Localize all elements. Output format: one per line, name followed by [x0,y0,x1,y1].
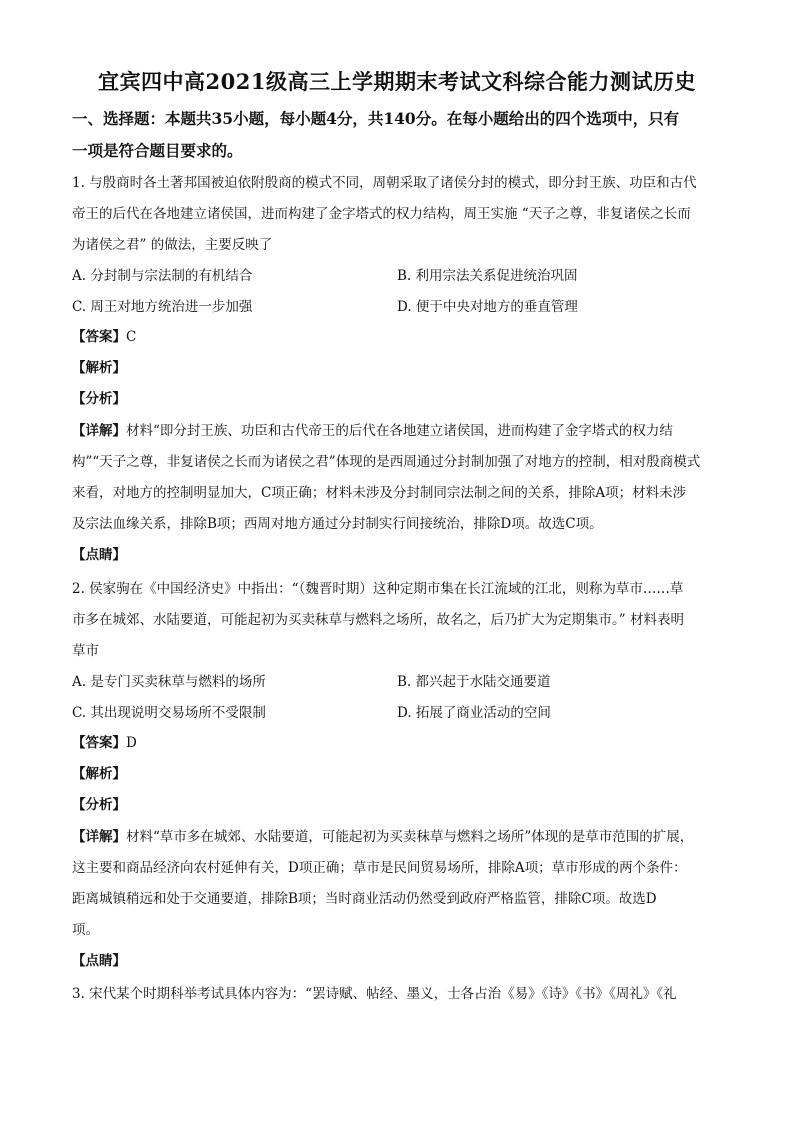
question-1-jiexi [72,357,126,379]
page-title: 宜宾四中高2021级高三上学期期末考试文科综合能力测试历史 [98,69,696,94]
answer-value: C [126,329,137,345]
question-2-jiexi [72,763,126,785]
question-1-detail-line-2: 构”“天子之尊，非复诸侯之长而为诸侯之君”体现的是西周通过分封制加强了对地方的控制，相对殷商模式 [72,454,701,470]
question-1-option-a: A. 分封制与宗法制的有机结合 [72,268,253,284]
question-1-dianjing [72,544,126,566]
question-1-stem-line-3: 为诸侯之君” 的做法，主要反映了 [72,237,273,253]
question-2-detail-line-1 [72,826,732,848]
question-2-detail-line-4: 项。 [72,922,99,938]
question-2-fenxi [72,794,126,816]
question-2-option-c: C. 其出现说明交易场所不受限制 [72,705,266,721]
question-3-stem-line-1: 3. 宋代某个时期科举考试具体内容为：“罢诗赋、帖经、墨义，士各占治《易》《诗》《书》《周礼》《礼 [72,986,677,1002]
question-2-stem-line-2: 市多在城郊、水陆要道，可能起初为买卖秣草与燃料之场所，故名之，后乃扩大为定期集市。” 材料表明 [72,612,684,628]
answer-label: 【答案】 [72,329,126,345]
detail-text: 材料“草市多在城郊、水陆要道，可能起初为买卖秣草与燃料之场所”体现的是草市范围的扩展， [126,829,694,845]
question-2-option-a: A. 是专门买卖秣草与燃料的场所 [72,674,266,690]
question-2-stem-line-1: 2. 侯家驹在《中国经济史》中指出：“（魏晋时期）这种定期市集在长江流域的江北，则称为草市……草 [72,581,684,597]
question-2-stem-line-3: 草市 [72,643,99,659]
answer-value: D [126,735,137,751]
question-1-answer [72,326,136,348]
question-2-detail-line-3: 距离城镇稍远和处于交通要道，排除B项；当时商业活动仍然受到政府严格监管，排除C项。故选D [72,891,657,907]
xiangjie-label: 【详解】 [72,423,126,439]
question-1-option-c: C. 周王对地方统治进一步加强 [72,299,253,315]
question-2-answer [72,732,137,754]
question-2-dianjing [72,950,126,972]
xiangjie-label: 【详解】 [72,829,126,845]
question-2-detail-line-2: 这主要和商品经济向农村延伸有关，D项正确；草市是民间贸易场所，排除A项；草市形成的两个条件： [72,860,687,876]
question-1-option-b: B. 利用宗法关系促进统治巩固 [397,268,578,284]
dianjing-label: 【点睛】 [72,547,126,563]
section-heading-line-2: 一项是符合题目要求的。 [72,141,243,160]
question-2-option-d: D. 拓展了商业活动的空间 [397,705,551,721]
question-2-option-b: B. 都兴起于水陆交通要道 [397,674,551,690]
jiexi-label: 【解析】 [72,766,126,782]
fenxi-label: 【分析】 [72,797,126,813]
answer-label: 【答案】 [72,735,126,751]
section-heading-line-1: 一、选择题：本题共35小题，每小题4分，共140分。在每小题给出的四个选项中，只有 [72,109,680,128]
question-1-stem-line-1: 1. 与殷商时各土著邦国被迫依附殷商的模式不同，周朝采取了诸侯分封的模式，即分封王族、功臣和古代 [72,175,697,191]
fenxi-label: 【分析】 [72,391,126,407]
question-1-detail-line-1 [72,420,732,442]
question-1-stem-line-2: 帝王的后代在各地建立诸侯国，进而构建了金字塔式的权力结构，周王实施 “天子之尊，非复诸侯之长而 [72,206,691,222]
dianjing-label: 【点睛】 [72,953,126,969]
question-1-fenxi [72,388,126,410]
jiexi-label: 【解析】 [72,360,126,376]
question-1-detail-line-4: 及宗法血缘关系，排除B项；西周对地方通过分封制实行间接统治，排除D项。故选C项。 [72,516,603,532]
question-1-option-d: D. 便于中央对地方的垂直管理 [397,299,578,315]
question-1-detail-line-3: 来看，对地方的控制明显加大，C项正确；材料未涉及分封制同宗法制之间的关系，排除A项；材料未涉 [72,485,687,501]
detail-text: 材料“即分封王族、功臣和古代帝王的后代在各地建立诸侯国，进而构建了金字塔式的权力结 [126,423,673,439]
